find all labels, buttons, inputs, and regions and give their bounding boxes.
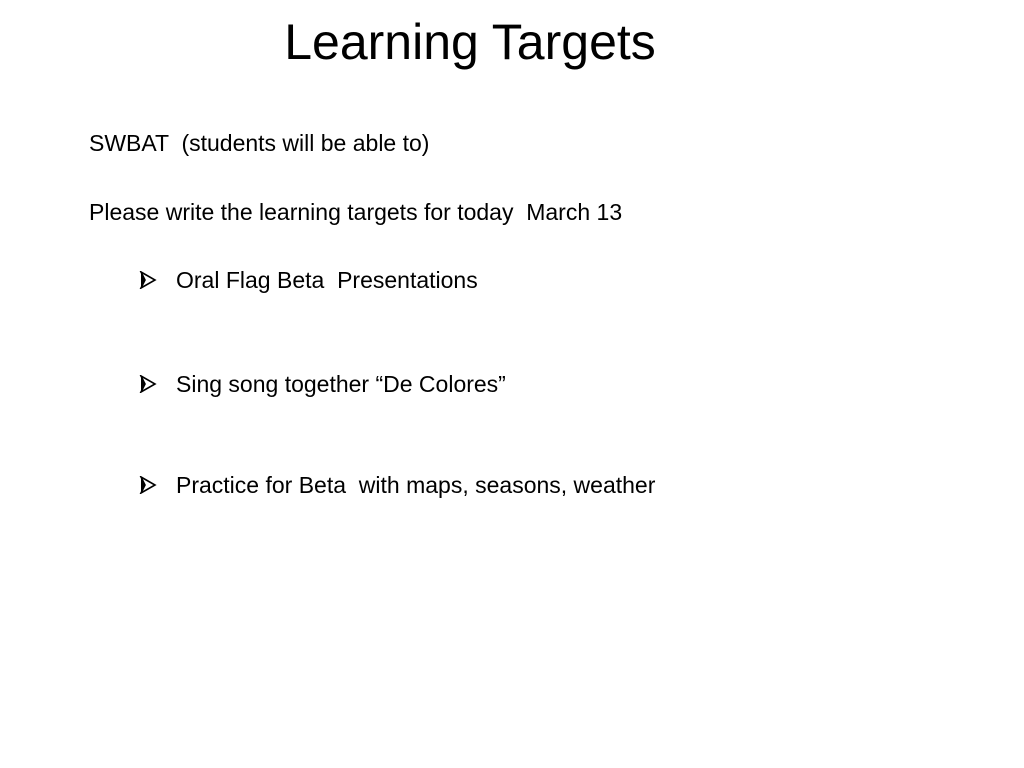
swbat-intro-text: SWBAT (students will be able to) xyxy=(89,130,430,156)
learning-target-text: Oral Flag Beta Presentations xyxy=(176,267,478,293)
instruction-text: Please write the learning targets for today March 13 xyxy=(89,199,623,225)
arrow-bullet-icon xyxy=(138,369,176,399)
arrow-bullet-icon xyxy=(138,470,176,500)
learning-target-text: Practice for Beta with maps, seasons, weather xyxy=(176,472,656,498)
learning-target-item xyxy=(138,470,655,500)
arrow-bullet-icon xyxy=(138,265,176,295)
learning-target-item xyxy=(138,265,478,295)
learning-target-item xyxy=(138,369,506,399)
slide-title: Learning Targets xyxy=(284,14,656,70)
learning-target-text: Sing song together “De Colores” xyxy=(176,371,506,397)
